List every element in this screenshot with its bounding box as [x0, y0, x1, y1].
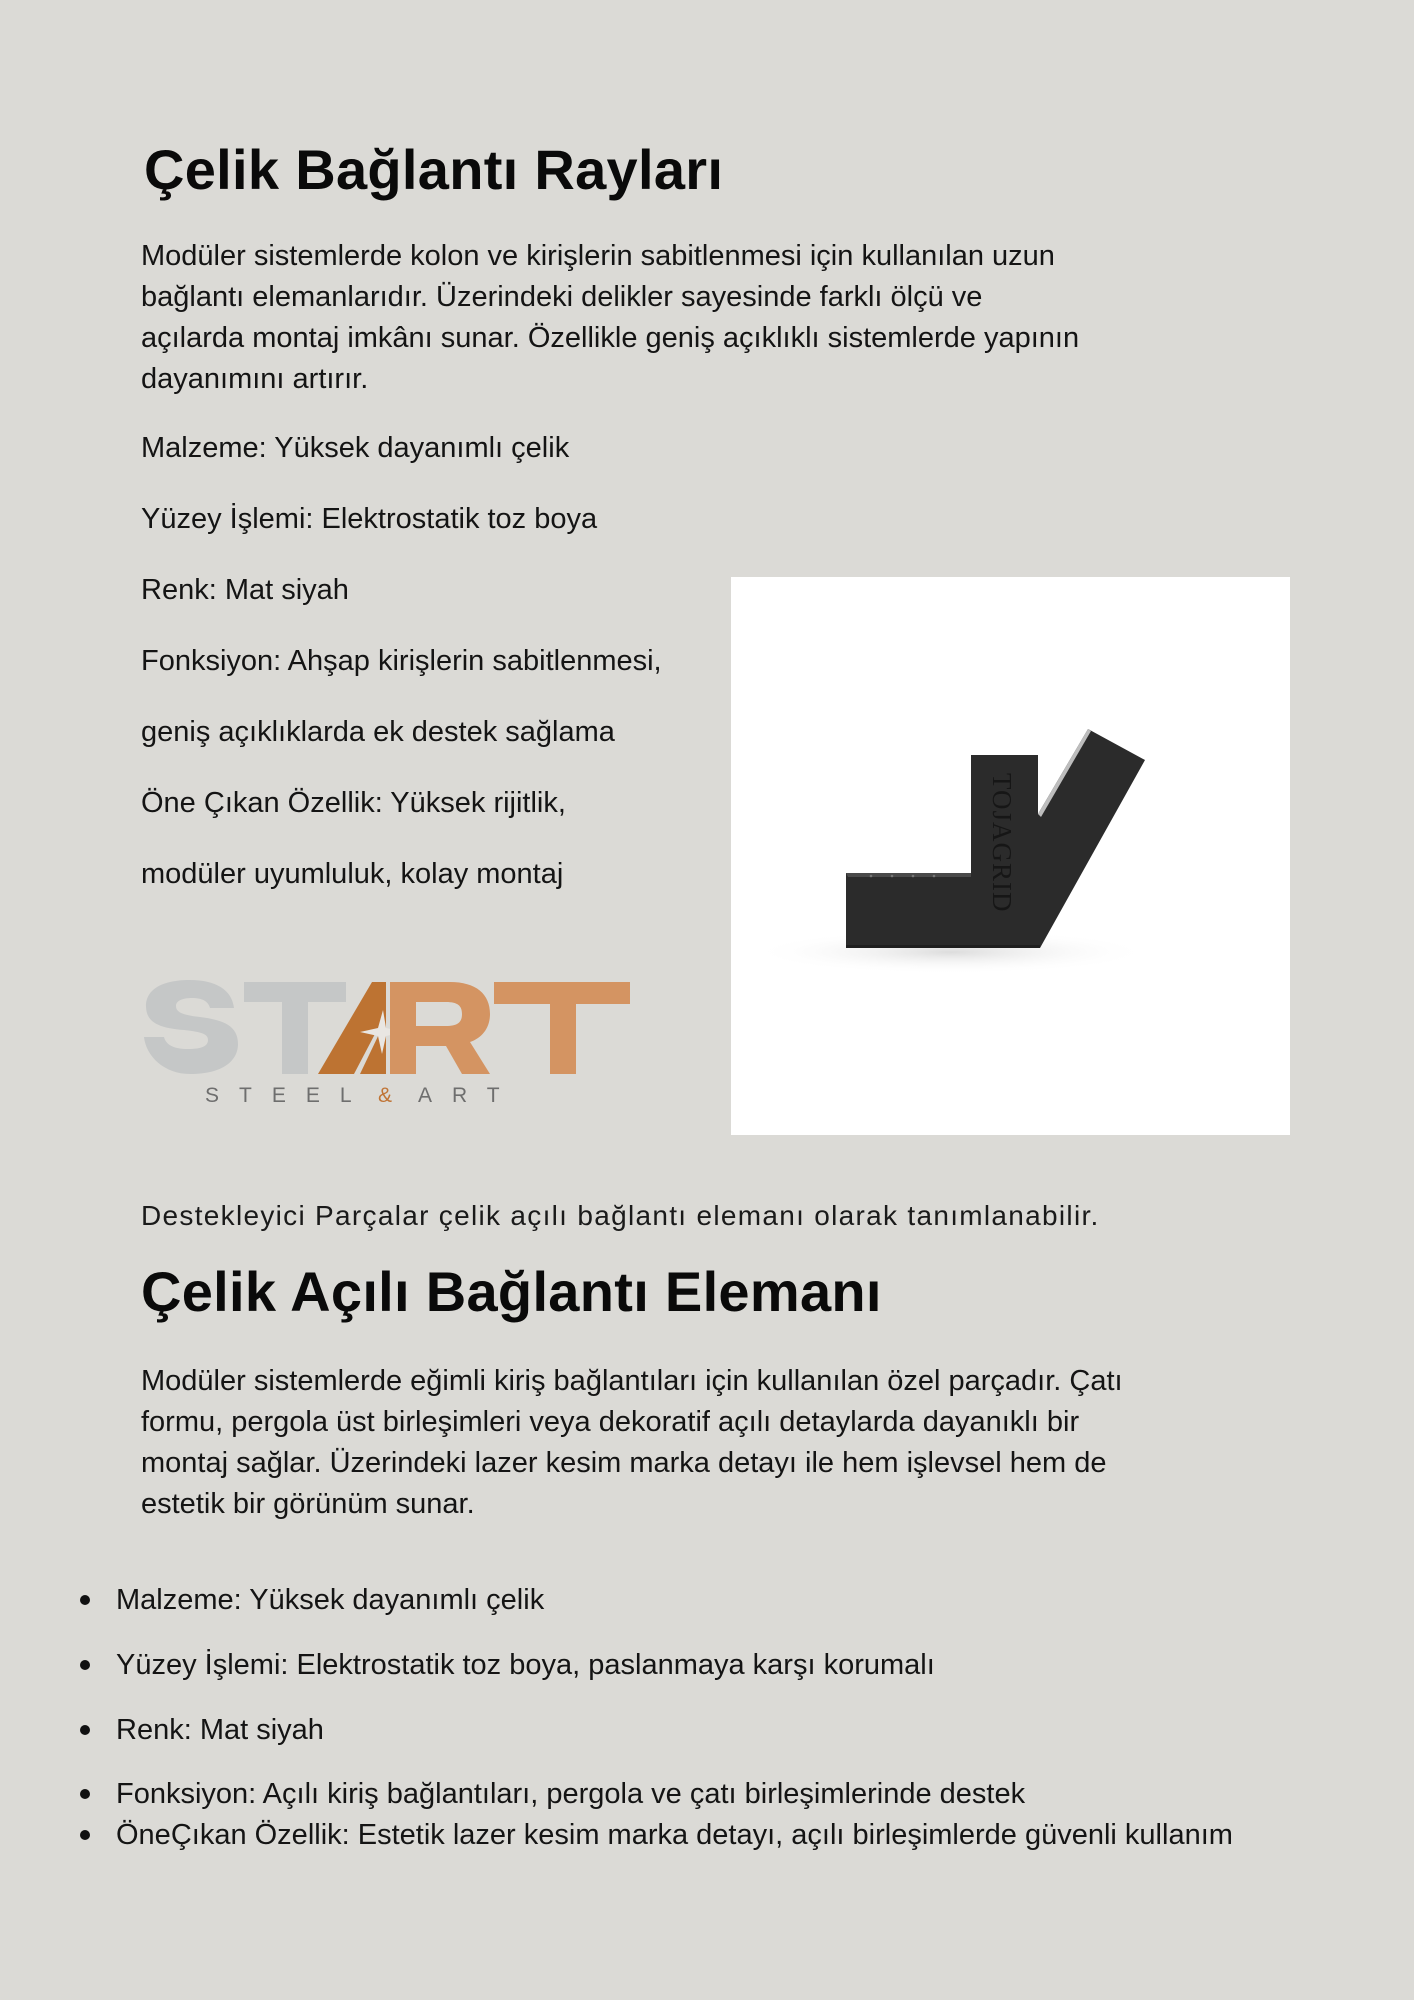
bullet-item	[80, 1648, 935, 1682]
description-line: montaj sağlar. Üzerindeki lazer kesim marka detayı ile hem işlevsel hem de	[141, 1447, 1107, 1479]
bullet-item	[80, 1777, 1025, 1811]
bullet-icon	[80, 1830, 90, 1840]
bullet-item	[80, 1713, 324, 1747]
section1-description	[141, 236, 1079, 400]
description-line: dayanımını artırır.	[141, 363, 369, 395]
description-line: Modüler sistemlerde eğimli kiriş bağlantıları için kullanılan özel parçadır. Çatı	[141, 1365, 1123, 1397]
bullet-icon	[80, 1595, 90, 1605]
logo-letter-t2	[494, 982, 630, 1074]
bullet-text: Renk: Mat siyah	[116, 1714, 324, 1746]
logo-tagline-steel: STEEL	[205, 1084, 372, 1107]
spec-material: Malzeme: Yüksek dayanımlı çelik	[141, 432, 570, 464]
bullet-text: ÖneÇıkan Özellik: Estetik lazer kesim marka detayı, açılı birleşimlerde güvenli kullanım	[116, 1819, 1233, 1851]
engraving-text: TOJAGRID	[987, 773, 1017, 913]
bullet-icon	[80, 1789, 90, 1799]
bullet-item	[80, 1583, 544, 1617]
description-line: estetik bir görünüm sunar.	[141, 1488, 475, 1520]
logo-tagline-art: ART	[418, 1084, 520, 1107]
spec-color: Renk: Mat siyah	[141, 574, 349, 606]
spec-function-cont: geniş açıklıklarda ek destek sağlama	[141, 716, 615, 748]
description-line: açılarda montaj imkânı sunar. Özellikle geniş açıklıklı sistemlerde yapının	[141, 322, 1080, 354]
logo-tagline-amp: &	[378, 1084, 393, 1107]
section2-description	[141, 1361, 1123, 1525]
section2-intro: Destekleyici Parçalar çelik açılı bağlantı elemanı olarak tanımlanabilir.	[141, 1200, 1100, 1231]
section1-title: Çelik Bağlantı Rayları	[144, 138, 724, 201]
spec-feature: Öne Çıkan Özellik: Yüksek rijitlik,	[141, 787, 566, 819]
bullet-text: Yüzey İşlemi: Elektrostatik toz boya, paslanmaya karşı korumalı	[116, 1649, 935, 1681]
bullet-icon	[80, 1725, 90, 1735]
description-line: formu, pergola üst birleşimleri veya dekoratif açılı detaylarda dayanıklı bir	[141, 1406, 1080, 1438]
logo-letter-s	[144, 980, 238, 1074]
bullet-text: Fonksiyon: Açılı kiriş bağlantıları, pergola ve çatı birleşimlerinde destek	[116, 1778, 1026, 1810]
spec-surface: Yüzey İşlemi: Elektrostatik toz boya	[141, 503, 598, 535]
start-steel-art-logo	[140, 970, 640, 1110]
description-line: bağlantı elemanlarıdır. Üzerindeki delikler sayesinde farklı ölçü ve	[141, 281, 983, 313]
product-photo	[731, 577, 1290, 1135]
logo-letter-r	[390, 982, 490, 1074]
bullet-text: Malzeme: Yüksek dayanımlı çelik	[116, 1584, 545, 1616]
section2-title: Çelik Açılı Bağlantı Elemanı	[141, 1260, 882, 1323]
bullet-item	[80, 1818, 1233, 1852]
description-line: Modüler sistemlerde kolon ve kirişlerin sabitlenmesi için kullanılan uzun	[141, 240, 1055, 272]
bullet-icon	[80, 1660, 90, 1670]
spec-feature-cont: modüler uyumluluk, kolay montaj	[141, 858, 564, 890]
spec-function: Fonksiyon: Ahşap kirişlerin sabitlenmesi,	[141, 645, 662, 677]
